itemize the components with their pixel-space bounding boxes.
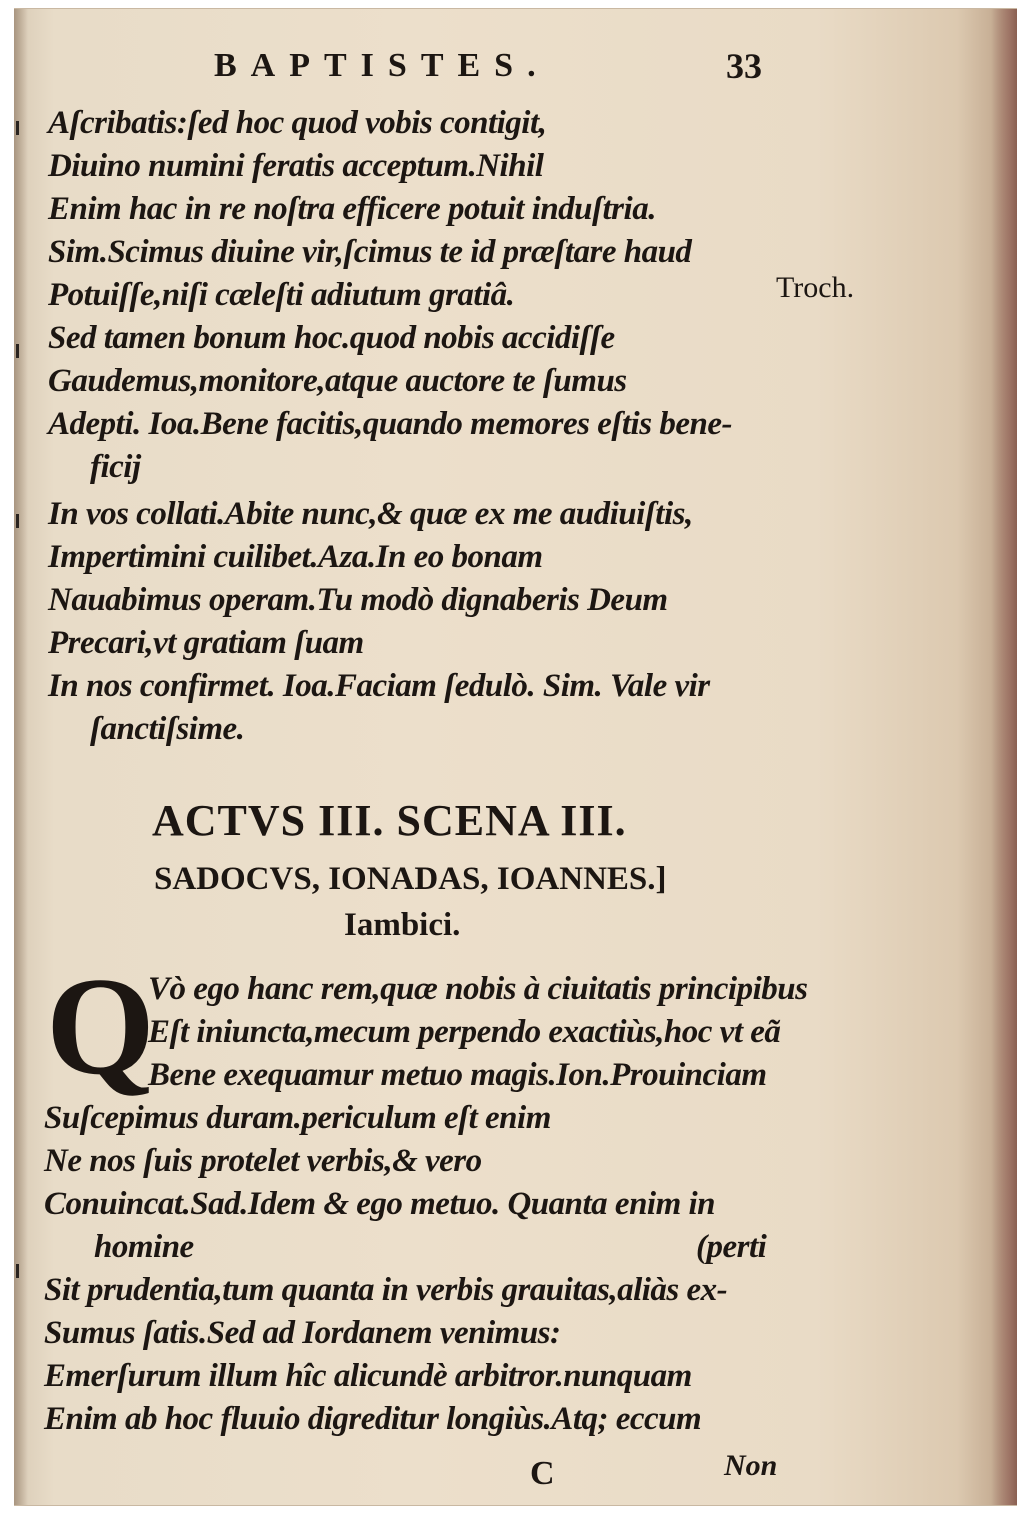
text-line: Conuincat.Sad.Idem & ego metuo. Quanta enim in [44,1186,716,1222]
text-line: Sed tamen bonum hoc.quod nobis accidiſſe [48,320,615,356]
book-page [14,8,1017,1506]
text-line: Suſcepimus duram.periculum eſt enim [44,1100,551,1136]
ink-fleck [16,121,19,135]
text-line: (perti [696,1229,767,1265]
scene-title: ACTVS III. SCENA III. [152,796,627,845]
page-number: 33 [726,46,762,86]
text-line: Impertimini cuilibet.Aza.In eo bonam [48,539,543,575]
text-line: Eſt iniuncta,mecum perpendo exactiùs,hoc vt eã [148,1014,781,1050]
ink-fleck [16,1264,19,1278]
text-line: ficij [90,449,141,485]
text-line: Vò ego hanc rem,quæ nobis à ciuitatis principibus [148,971,808,1007]
text-line: homine [94,1229,194,1265]
page-edge-shadow [991,9,1017,1505]
text-line: Sim.Scimus diuine vir,ſcimus te id præſtare haud [48,234,692,270]
scene-characters: SADOCVS, IONADAS, IOANNES.] [154,861,667,897]
text-line: Diuino numini feratis acceptum.Nihil [48,148,544,184]
text-line: Emerſurum illum hîc alicundè arbitror.nunquam [44,1358,692,1394]
text-line: Aſcribatis:ſed hoc quod vobis contigit, [48,105,547,141]
scene-meter: Iambici. [344,907,461,943]
text-line: Precari,vt gratiam ſuam [48,625,364,661]
text-line: ſanctiſsime. [90,711,245,747]
text-line: In vos collati.Abite nunc,& quæ ex me audiuiſtis, [48,496,693,532]
text-line: Enim hac in re noſtra efficere potuit induſtria. [48,191,656,227]
text-line: Sumus ſatis.Sed ad Iordanem venimus: [44,1315,561,1351]
ink-fleck [16,344,19,358]
margin-note: Troch. [776,271,855,304]
running-title: BAPTISTES. [214,47,550,84]
text-line: Bene exequamur metuo magis.Ion.Prouinciam [148,1057,767,1093]
drop-cap: Q [46,949,155,1104]
text-line: Ne nos ſuis protelet verbis,& vero [44,1143,482,1179]
text-line: Enim ab hoc fluuio digreditur longiùs.Atq; eccum [44,1401,702,1437]
ink-fleck [16,514,19,528]
binding-shadow [14,9,28,1505]
text-line: Adepti. Ioa.Bene facitis,quando memores eſtis bene- [48,406,732,442]
signature-mark: C [530,1455,555,1492]
text-line: In nos confirmet. Ioa.Faciam ſedulò. Sim. Vale vir [48,668,710,704]
text-line: Sit prudentia,tum quanta in verbis grauitas,aliàs ex- [44,1272,728,1308]
text-line: Potuiſſe,niſi cæleſti adiutum gratiâ. [48,277,515,313]
text-line: Nauabimus operam.Tu modò dignaberis Deum [48,582,668,618]
catchword: Non [724,1449,778,1482]
text-line: Gaudemus,monitore,atque auctore te ſumus [48,363,627,399]
